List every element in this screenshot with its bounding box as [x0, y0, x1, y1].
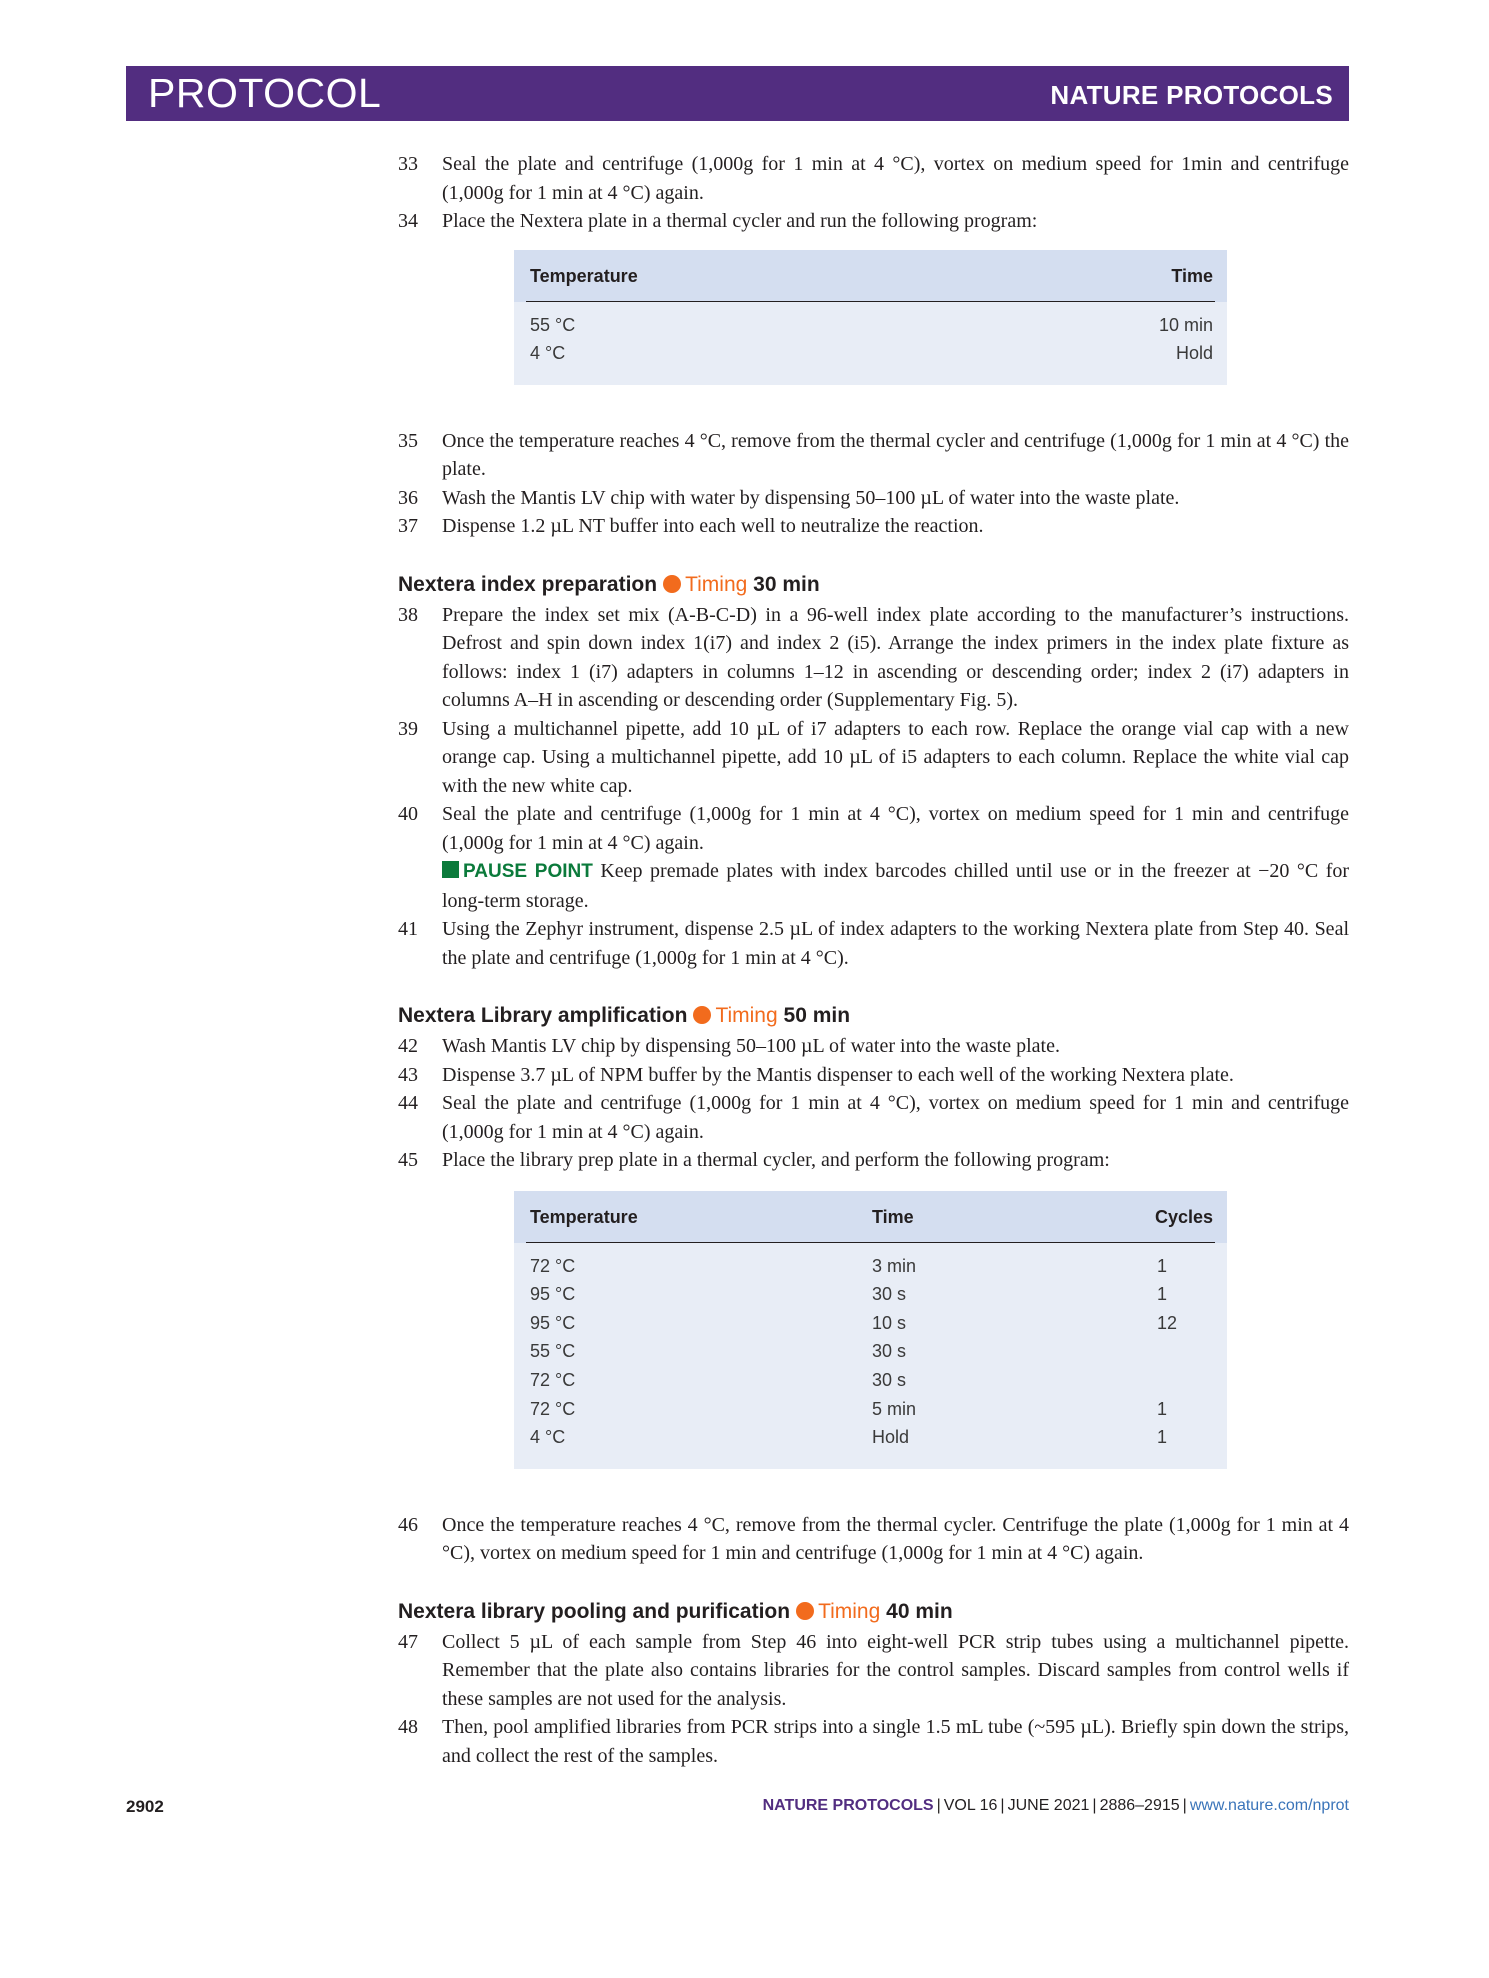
- cell-temperature: 4 °C: [530, 1427, 566, 1448]
- step-item: [398, 601, 1349, 715]
- table-row: [514, 1279, 1227, 1308]
- col-header-cycles: Cycles: [1154, 1206, 1213, 1227]
- section-heading-pooling: [398, 1598, 1349, 1626]
- program-table-2: [514, 1191, 1227, 1469]
- table-header: [514, 1191, 1227, 1243]
- page-number: 2902: [126, 1797, 164, 1816]
- cell-time: Hold: [1175, 343, 1213, 364]
- step-group-b: [398, 427, 1349, 541]
- pause-point: [398, 857, 1349, 915]
- step-text: Wash the Mantis LV chip with water by dispensing 50–100 µL of water into the waste plate.: [442, 486, 1180, 509]
- col-header-time: Time: [1171, 265, 1213, 286]
- timing-label: Timing: [818, 1599, 881, 1623]
- timing-value: 50 min: [783, 1004, 851, 1028]
- cell-temperature: 55 °C: [530, 314, 576, 335]
- step-text: Collect 5 µL of each sample from Step 46 into eight-well PCR strip tubes using a multichannel pipette. Remember that the plate also contains libraries for the control samples. Discard samples from control wells if these samples are not used for the analysis.: [442, 1630, 1349, 1710]
- cell-time: 30 s: [872, 1370, 907, 1391]
- table-row: [514, 1394, 1227, 1423]
- step-item: [398, 207, 1349, 236]
- step-item: [398, 800, 1349, 857]
- step-group-a: [398, 150, 1349, 236]
- program-table-1: [514, 250, 1227, 385]
- timing-value: 30 min: [753, 572, 820, 596]
- header-rule: [526, 301, 1215, 302]
- header-banner: [126, 66, 1349, 121]
- pause-point-icon: [442, 861, 459, 878]
- step-number: 37: [398, 515, 418, 538]
- cell-temperature: 55 °C: [530, 1341, 576, 1362]
- step-group-f: [398, 1511, 1349, 1568]
- step-group-d: [398, 915, 1349, 972]
- table-row: [514, 1336, 1227, 1365]
- step-text: Seal the plate and centrifuge (1,000g for 1 min at 4 °C), vortex on medium speed for 1 min and centrifuge (1,000g for 1 min at 4 °C) again.: [442, 803, 1349, 854]
- pause-point-text: Keep premade plates with index barcodes chilled until use or in the freezer at −20 °C for long-term storage.: [442, 860, 1350, 912]
- table-header: [514, 250, 1227, 302]
- footer-citation: NATURE PROTOCOLS | VOL 16 | JUNE 2021 | 2886–2915 | www.nature.com/nprot: [762, 1797, 1349, 1814]
- col-header-time: Time: [872, 1206, 914, 1227]
- timing-label: Timing: [715, 1004, 778, 1028]
- timing-dot-icon: [693, 1006, 711, 1024]
- cell-time: 30 s: [872, 1284, 907, 1305]
- step-text: Wash Mantis LV chip by dispensing 50–100 µL of water into the waste plate.: [442, 1035, 1060, 1058]
- step-text: Place the Nextera plate in a thermal cycler and run the following program:: [442, 210, 1038, 232]
- cell-temperature: 95 °C: [530, 1284, 576, 1305]
- footer-date: JUNE 2021: [1007, 1797, 1090, 1814]
- step-text: Using a multichannel pipette, add 10 µL of i7 adapters to each row. Replace the orange vial cap with a new orange cap. Using a multichannel pipette, add 10 µL of i5 adapters to each column. Replace the white vial cap with the new white cap.: [442, 717, 1349, 797]
- main-content: [398, 150, 1349, 1770]
- step-item: [398, 1061, 1349, 1090]
- step-item: [398, 915, 1349, 972]
- cell-temperature: 72 °C: [530, 1255, 576, 1276]
- step-number: 46: [398, 1513, 418, 1536]
- section-heading-index-prep: [398, 571, 1349, 599]
- step-text: Seal the plate and centrifuge (1,000g for 1 min at 4 °C), vortex on medium speed for 1min and centrifuge (1,000g for 1 min at 4 °C) again.: [442, 153, 1349, 204]
- cell-cycles: 1: [1157, 1284, 1168, 1305]
- page-footer: [126, 1797, 1349, 1821]
- step-item: [398, 1713, 1349, 1770]
- step-group-e: [398, 1032, 1349, 1175]
- table-row: [514, 1365, 1227, 1394]
- timing-dot-icon: [796, 1602, 814, 1620]
- step-number: 47: [398, 1630, 418, 1653]
- step-item: [398, 715, 1349, 801]
- timing-dot-icon: [663, 575, 681, 593]
- step-item: [398, 1511, 1349, 1568]
- step-item: [398, 484, 1349, 513]
- step-text: Using the Zephyr instrument, dispense 2.5 µL of index adapters to the working Nextera plate from Step 40. Seal the plate and centrifuge (1,000g for 1 min at 4 °C).: [442, 918, 1349, 969]
- timing-value: 40 min: [886, 1599, 953, 1623]
- section-title: Nextera index preparation: [398, 572, 658, 596]
- step-text: Seal the plate and centrifuge (1,000g for 1 min at 4 °C), vortex on medium speed for 1 min and centrifuge (1,000g for 1 min at 4 °C) again.: [442, 1092, 1349, 1143]
- table-row: [514, 338, 1227, 367]
- col-header-temperature: Temperature: [530, 1206, 638, 1227]
- col-header-temperature: Temperature: [530, 265, 638, 286]
- cell-temperature: 72 °C: [530, 1398, 576, 1419]
- step-number: 34: [398, 210, 418, 232]
- footer-url-link[interactable]: www.nature.com/nprot: [1189, 1797, 1349, 1814]
- step-number: 44: [398, 1092, 418, 1115]
- table-row: [514, 1308, 1227, 1337]
- step-group-g: [398, 1628, 1349, 1771]
- step-number: 33: [398, 153, 418, 175]
- cell-temperature: 72 °C: [530, 1370, 576, 1391]
- step-item: [398, 1628, 1349, 1714]
- step-number: 48: [398, 1716, 418, 1739]
- step-text: Dispense 1.2 µL NT buffer into each well to neutralize the reaction.: [442, 515, 984, 538]
- cell-temperature: 95 °C: [530, 1312, 576, 1333]
- section-title: Nextera library pooling and purification: [398, 1599, 791, 1623]
- section-title: Nextera Library amplification: [398, 1004, 688, 1028]
- table-row: [514, 1422, 1227, 1451]
- step-number: 38: [398, 603, 418, 626]
- step-item: [398, 512, 1349, 541]
- footer-pages: 2886–2915: [1099, 1797, 1180, 1814]
- footer-journal: NATURE PROTOCOLS: [762, 1797, 934, 1814]
- step-item: [398, 427, 1349, 484]
- cell-cycles: 12: [1157, 1312, 1178, 1333]
- cell-time: 3 min: [872, 1255, 917, 1276]
- step-item: [398, 1032, 1349, 1061]
- step-number: 45: [398, 1149, 418, 1172]
- step-text: Prepare the index set mix (A-B-C-D) in a 96-well index plate according to the manufacturer’s instructions. Defrost and spin down index 1(i7) and index 2 (i5). Arrange the index primers in the index plate fixture as follows: index 1 (i7) adapters in columns 1–12 in ascending or descending order; index 2 (i7) adapters in columns A–H in ascending or descending order (Supplementary Fig. 5).: [442, 603, 1349, 712]
- step-text: Once the temperature reaches 4 °C, remove from the thermal cycler. Centrifuge the plate (1,000g for 1 min at 4 °C), vortex on medium speed for 1 min and centrifuge (1,000g for 1 min at 4 °C) again.: [442, 1513, 1349, 1565]
- cell-temperature: 4 °C: [530, 343, 566, 364]
- step-number: 43: [398, 1063, 418, 1086]
- cell-time: 5 min: [872, 1398, 917, 1419]
- table-row: [514, 310, 1227, 339]
- step-text: Then, pool amplified libraries from PCR strips into a single 1.5 mL tube (~595 µL). Briefly spin down the strips, and collect the rest of the samples.: [442, 1716, 1349, 1767]
- step-number: 35: [398, 429, 418, 452]
- cell-cycles: 1: [1157, 1398, 1168, 1419]
- cell-cycles: 1: [1157, 1427, 1168, 1448]
- cell-time: Hold: [872, 1427, 910, 1448]
- step-number: 42: [398, 1035, 418, 1058]
- cell-cycles: 1: [1157, 1255, 1168, 1276]
- cell-time: 30 s: [872, 1341, 907, 1362]
- footer-volume: VOL 16: [943, 1797, 998, 1814]
- pause-point-label: PAUSE POINT: [463, 861, 593, 883]
- step-item: [398, 1146, 1349, 1175]
- header-rule: [526, 1242, 1215, 1243]
- section-heading-amplification: [398, 1002, 1349, 1030]
- step-number: 36: [398, 486, 418, 509]
- timing-label: Timing: [685, 572, 748, 596]
- step-number: 41: [398, 918, 418, 941]
- step-text: Place the library prep plate in a thermal cycler, and perform the following program:: [442, 1149, 1110, 1172]
- step-item: [398, 1089, 1349, 1146]
- step-group-c: [398, 601, 1349, 916]
- step-number: 39: [398, 717, 418, 740]
- journal-name: NATURE PROTOCOLS: [1050, 80, 1333, 110]
- step-text: Dispense 3.7 µL of NPM buffer by the Mantis dispenser to each well of the working Nextera plate.: [442, 1063, 1234, 1086]
- cell-time: 10 min: [1158, 314, 1213, 335]
- step-number: 40: [398, 803, 418, 826]
- table-row: [514, 1251, 1227, 1280]
- step-text: Once the temperature reaches 4 °C, remove from the thermal cycler and centrifuge (1,000g for 1 min at 4 °C) the plate.: [442, 429, 1349, 481]
- step-item: [398, 150, 1349, 207]
- section-label: PROTOCOL: [148, 70, 382, 116]
- cell-time: 10 s: [872, 1312, 907, 1333]
